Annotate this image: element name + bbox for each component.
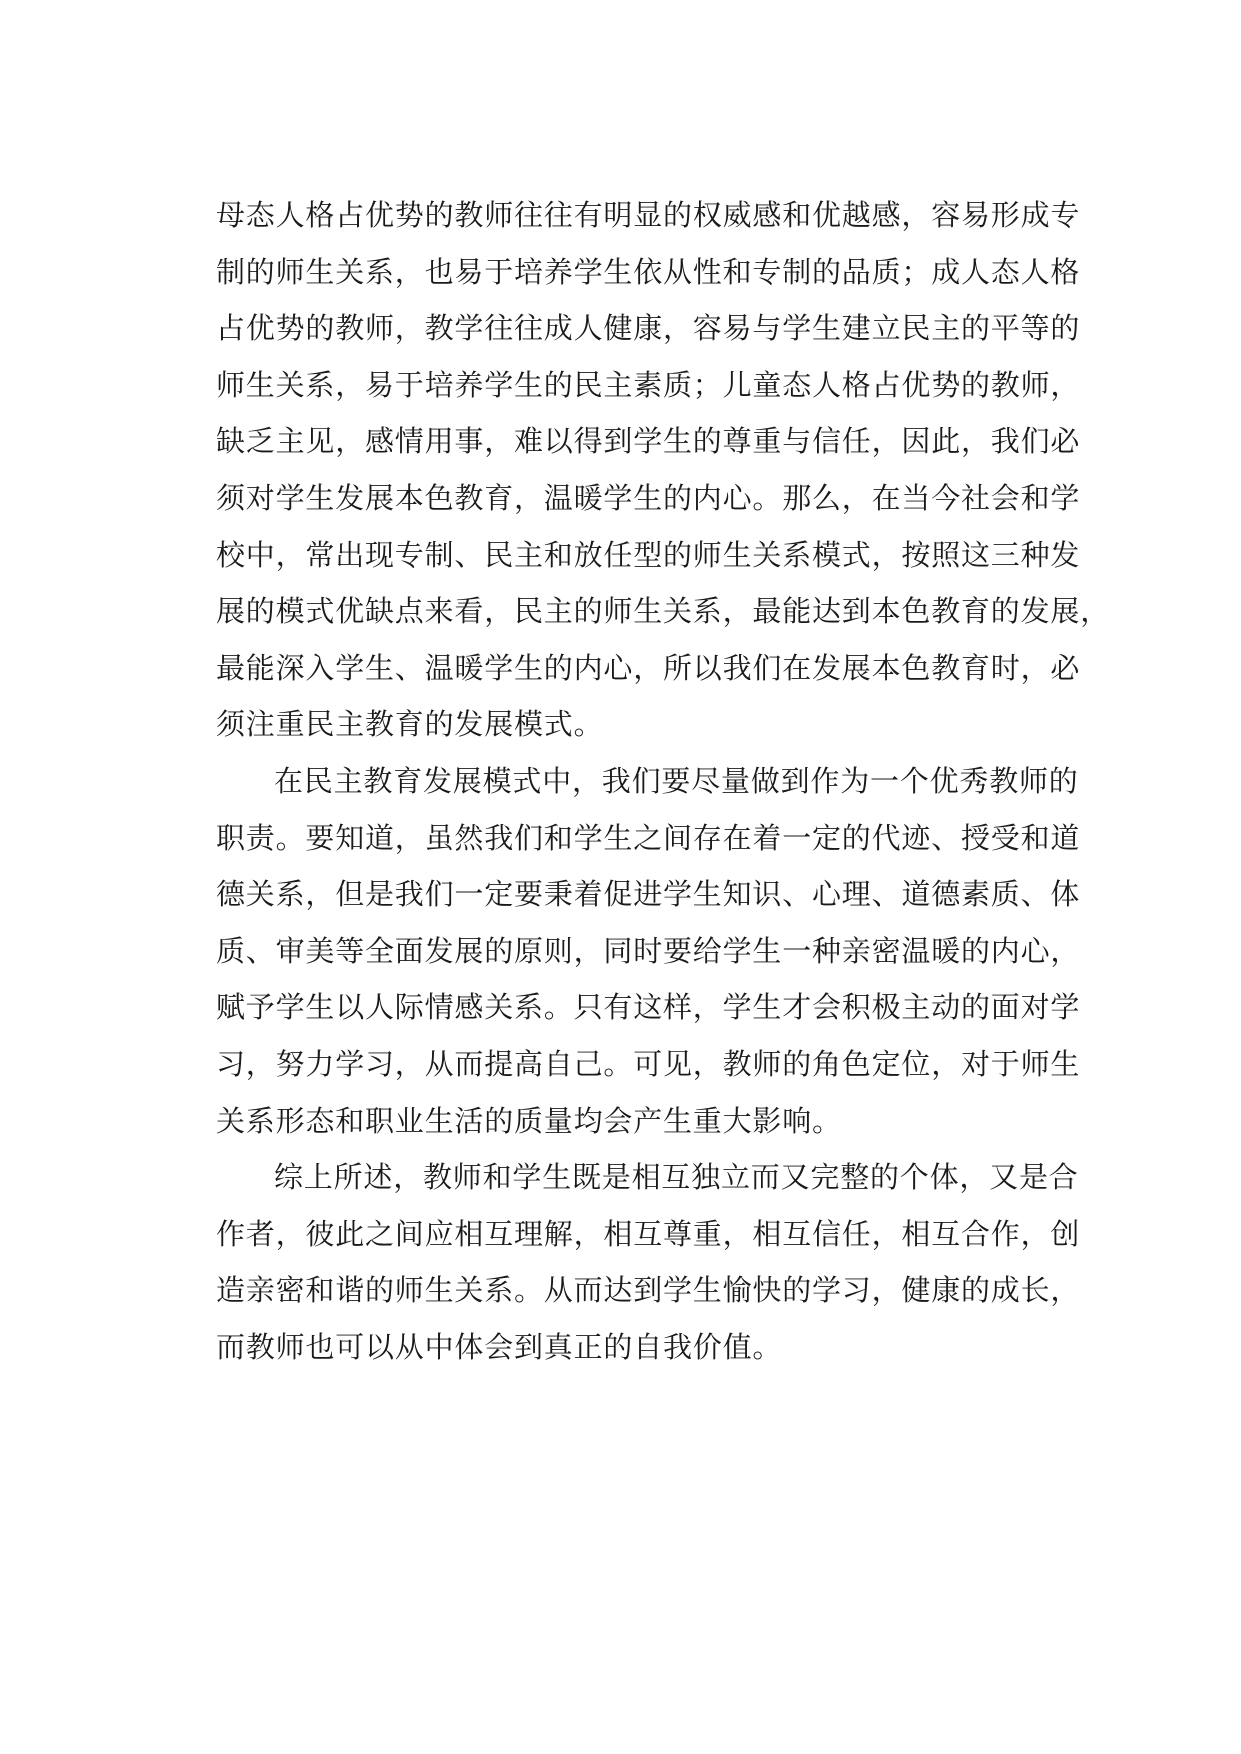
text-line: 职责。要知道，虽然我们和学生之间存在着一定的代迹、授受和道 [216,820,1081,855]
text-line: 母态人格占优势的教师往往有明显的权威感和优越感，容易形成专 [216,198,1081,232]
text-line: 校中，常出现专制、民主和放任型的师生关系模式，按照这三种发 [216,537,1081,572]
text-line: 在民主教育发展模式中，我们要尽量做到作为一个优秀教师的 [274,763,1079,798]
text-line: 师生关系，易于培养学生的民主素质；儿童态人格占优势的教师， [216,367,1081,402]
text-line: 关系形态和职业生活的质量均会产生重大影响。 [216,1103,842,1138]
text-line: 赋予学生以人际情感关系。只有这样，学生才会积极主动的面对学 [216,990,1081,1025]
text-line: 缺乏主见，感情用事，难以得到学生的尊重与信任，因此，我们必 [216,424,1081,459]
text-line: 展的模式优缺点来看，民主的师生关系，最能达到本色教育的发展， [216,594,1111,629]
text-line: 而教师也可以从中体会到真正的自我价值。 [216,1329,783,1364]
paragraph-1 [216,187,1111,753]
text-line: 造亲密和谐的师生关系。从而达到学生愉快的学习，健康的成长， [216,1273,1081,1308]
text-line: 制的师生关系，也易于培养学生依从性和专制的品质；成人态人格 [216,254,1081,289]
text-line: 质、审美等全面发展的原则，同时要给学生一种亲密温暖的内心， [216,933,1081,968]
text-line: 德关系，但是我们一定要秉着促进学生知识、心理、道德素质、体 [216,877,1081,912]
paragraph-2 [216,753,1081,1149]
text-line: 最能深入学生、温暖学生的内心，所以我们在发展本色教育时，必 [216,650,1081,685]
document-body [216,187,1111,1375]
text-line: 须对学生发展本色教育，温暖学生的内心。那么，在当今社会和学 [216,480,1081,515]
text-line: 习，努力学习，从而提高自己。可见，教师的角色定位，对于师生 [216,1046,1081,1081]
text-line: 占优势的教师，教学往往成人健康，容易与学生建立民主的平等的 [216,311,1081,346]
text-line: 作者，彼此之间应相互理解，相互尊重，相互信任，相互合作，创 [216,1216,1081,1251]
text-line: 须注重民主教育的发展模式。 [216,707,604,742]
text-line: 综上所述，教师和学生既是相互独立而又完整的个体，又是合 [274,1160,1079,1195]
paragraph-3 [216,1149,1081,1375]
